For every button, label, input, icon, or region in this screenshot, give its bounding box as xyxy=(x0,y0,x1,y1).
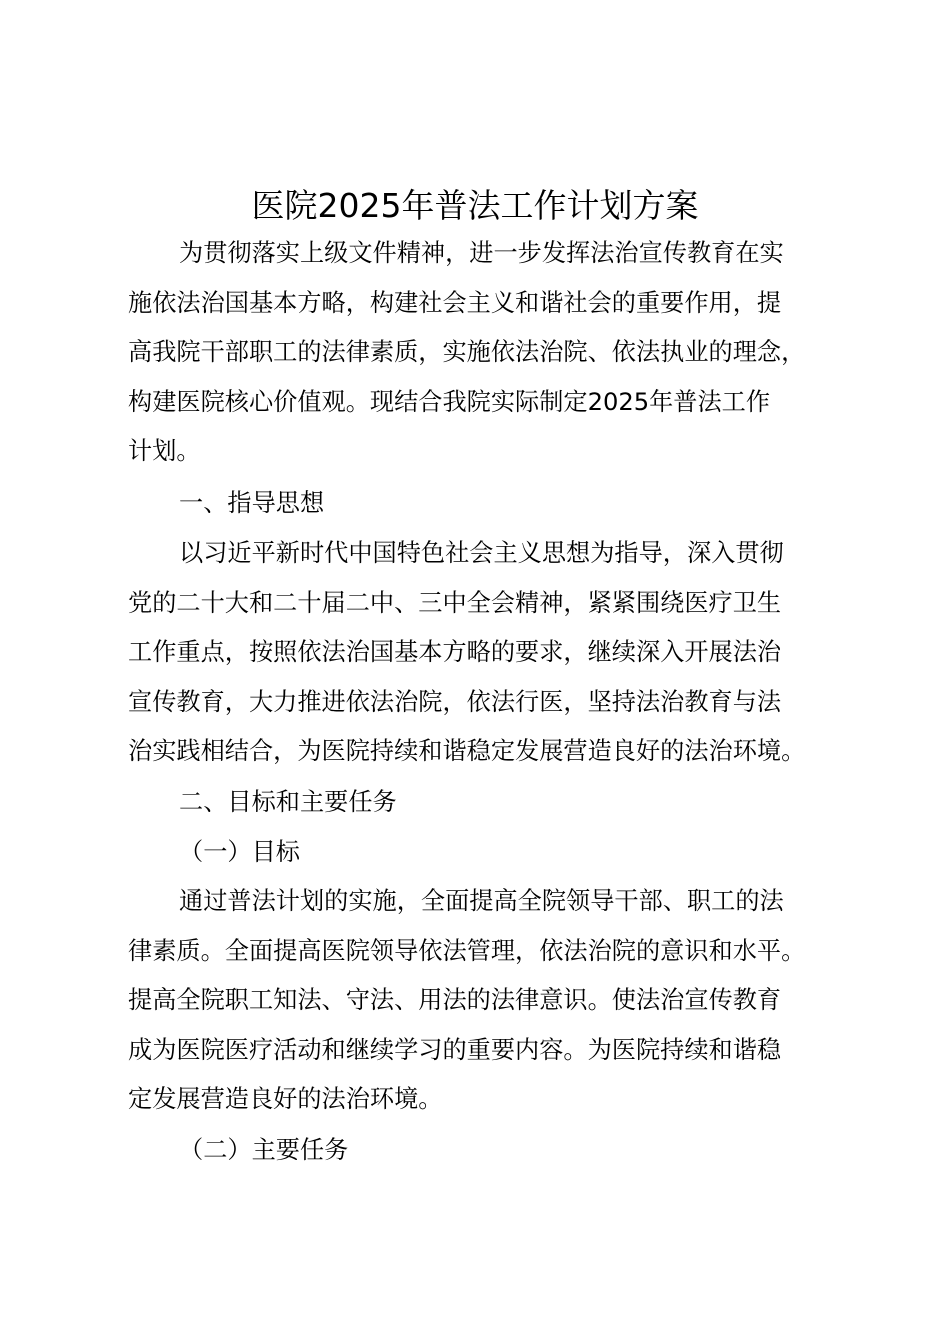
intro-line: 施依法治国基本方略，构建社会主义和谐社会的重要作用，提 xyxy=(128,288,782,317)
intro-line: 为贯彻落实上级文件精神，进一步发挥法治宣传教育在实 xyxy=(179,239,784,267)
intro-line: 计划。 xyxy=(128,437,201,466)
document-title: 医院2025年普法工作计划方案 xyxy=(251,186,699,225)
goals-paragraph xyxy=(128,877,838,1125)
subsection-heading-main-tasks: （二）主要任务 xyxy=(179,1136,349,1164)
paragraph-line: 工作重点，按照依法治国基本方略的要求，继续深入开展法治 xyxy=(128,638,782,667)
intro-line: 构建医院核心价值观。现结合我院实际制定2025年普法工作 xyxy=(128,387,771,416)
intro-line: 高我院干部职工的法律素质，实施依法治院、依法执业的理念， xyxy=(128,338,806,367)
guiding-ideology-paragraph xyxy=(128,529,838,777)
paragraph-line: 通过普法计划的实施，全面提高全院领导干部、职工的法 xyxy=(179,887,784,915)
paragraph-line: 党的二十大和二十届二中、三中全会精神，紧紧围绕医疗卫生 xyxy=(128,588,782,617)
paragraph-line: 成为医院医疗活动和继续学习的重要内容。为医院持续和谐稳 xyxy=(128,1035,782,1064)
paragraph-line: 提高全院职工知法、守法、用法的法律意识。使法治宣传教育 xyxy=(128,986,782,1015)
section-heading-guiding-ideology: 一、指导思想 xyxy=(179,489,325,517)
paragraph-line: 律素质。全面提高医院领导依法管理，依法治院的意识和水平。 xyxy=(128,936,806,965)
paragraph-line: 宣传教育，大力推进依法治院，依法行医，坚持法治教育与法 xyxy=(128,687,782,716)
paragraph-line: 以习近平新时代中国特色社会主义思想为指导，深入贯彻 xyxy=(179,539,784,567)
paragraph-line: 治实践相结合，为医院持续和谐稳定发展营造良好的法治环境。 xyxy=(128,737,806,766)
subsection-heading-goals: （一）目标 xyxy=(179,838,300,866)
intro-paragraph xyxy=(128,229,838,477)
section-heading-goals-tasks: 二、目标和主要任务 xyxy=(179,788,397,816)
paragraph-line: 定发展营造良好的法治环境。 xyxy=(128,1085,443,1114)
